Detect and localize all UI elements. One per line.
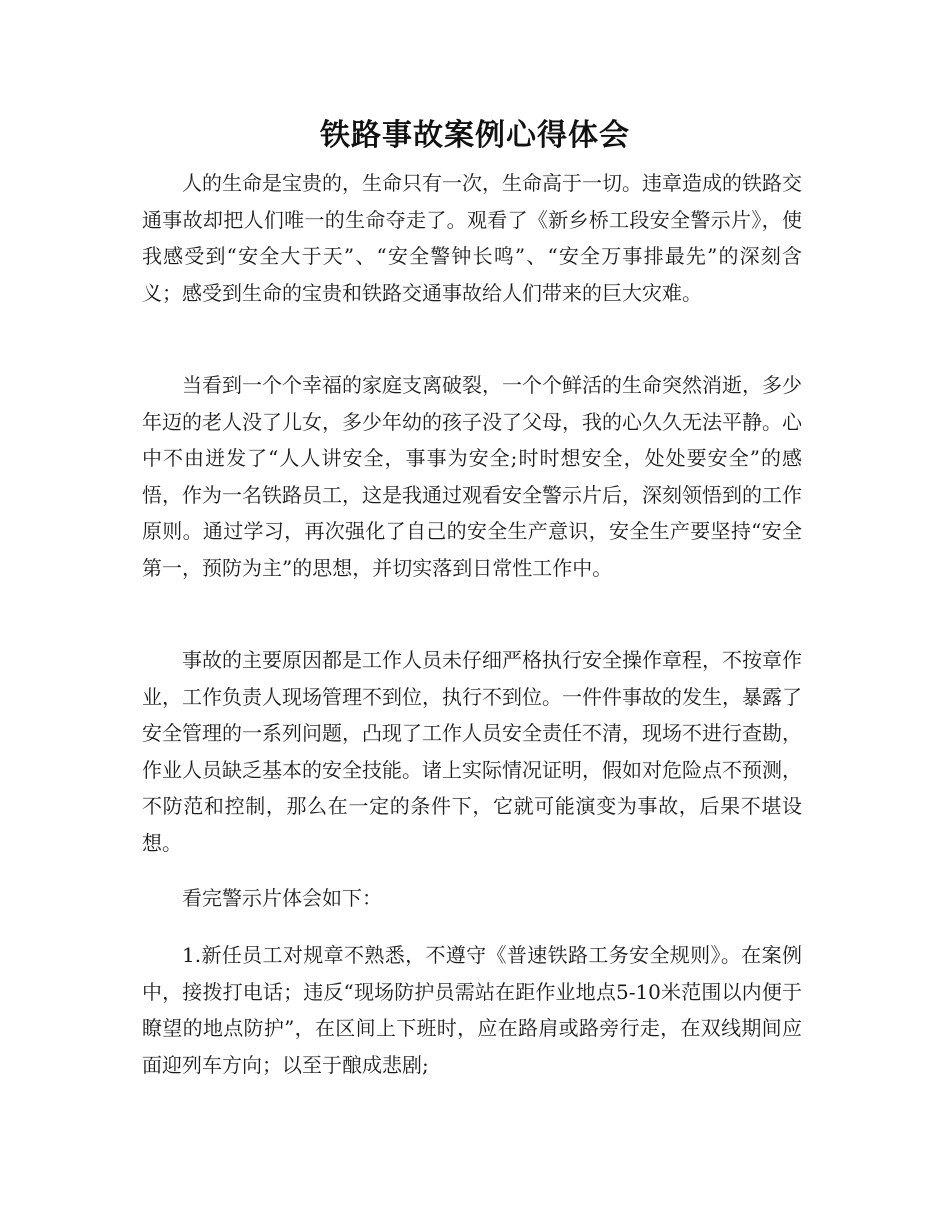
paragraph-3: 事故的主要原因都是工作人员未仔细严格执行安全操作章程，不按章作业，工作负责人现场管理不到位，执行不到位。一件件事故的发生，暴露了安全管理的一系列问题，凸现了工作人员安全责任不清，现场不进行查勘，作业人员缺乏基本的安全技能。诸上实际情况证明，假如对危险点不预测，不防范和控制，那么在一定的条件下，它就可能演变为事故，后果不堪设想。 <box>142 648 802 855</box>
document-title: 铁路事故案例心得体会 <box>320 118 630 153</box>
paragraph-4: 看完警示片体会如下： <box>182 886 382 910</box>
paragraph-1: 人的生命是宝贵的，生命只有一次，生命高于一切。违章造成的铁路交通事故却把人们唯一的生命夺走了。观看了《新乡桥工段安全警示片》，使我感受到“安全大于天”、“安全警钟长鸣”、“安全万事排最先”的深刻含义；感受到生命的宝贵和铁路交通事故给人们带来的巨大灾难。 <box>142 171 802 305</box>
paragraph-2: 当看到一个个幸福的家庭支离破裂，一个个鲜活的生命突然消逝，多少年迈的老人没了儿女，多少年幼的孩子没了父母，我的心久久无法平静。心中不由迸发了“人人讲安全，事事为安全;时时想安全，处处要安全”的感悟，作为一名铁路员工，这是我通过观看安全警示片后，深刻领悟到的工作原则。通过学习，再次强化了自己的安全生产意识，安全生产要坚持“安全第一，预防为主”的思想，并切实落到日常性工作中。 <box>142 373 802 580</box>
paragraph-5: 1.新任员工对规章不熟悉，不遵守《普速铁路工务安全规则》。在案例中，接拨打电话；违反“现场防护员需站在距作业地点5-10米范围以内便于瞭望的地点防护”，在区间上下班时，应在路肩或路旁行走，在双线期间应面迎列车方向；以至于酿成悲剧; <box>142 943 802 1077</box>
